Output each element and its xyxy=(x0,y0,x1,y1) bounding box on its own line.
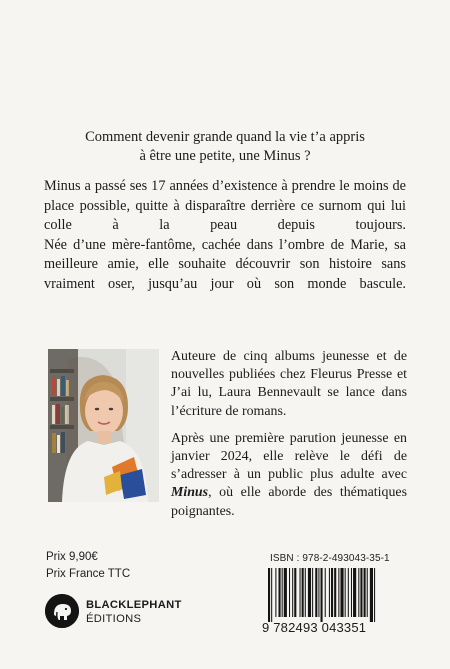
bio-paragraph-1: Auteure de cinq albums jeunesse et de nouvelles publiées chez Fleurus Presse et J’ai lu, Laura Bennevault se lance dans l’écriture de romans. xyxy=(171,349,407,419)
barcode-bar xyxy=(284,568,287,617)
barcode-bar xyxy=(360,568,362,617)
barcode-bar xyxy=(334,568,336,617)
barcode-bar xyxy=(282,568,283,617)
synopsis xyxy=(44,177,406,295)
barcode-bar xyxy=(351,568,352,617)
barcode-bar xyxy=(289,568,290,617)
barcode-bar xyxy=(329,568,330,617)
publisher-name-sub: ÉDITIONS xyxy=(86,613,142,625)
barcode-bar xyxy=(305,568,306,617)
barcode-bar xyxy=(331,568,333,617)
tagline-line-1: Comment devenir grande quand la vie t’a appris xyxy=(85,129,365,145)
price-value: Prix 9,90€ xyxy=(46,551,98,563)
barcode-bar xyxy=(367,568,368,617)
price-note: Prix France TTC xyxy=(46,568,131,580)
author-photo xyxy=(48,349,159,502)
barcode-bar xyxy=(294,568,296,617)
barcode-bar xyxy=(340,568,343,617)
barcode-bar xyxy=(275,568,276,617)
bio-paragraph-2 xyxy=(171,430,407,521)
publisher-logo-icon xyxy=(45,594,79,628)
barcode-bar xyxy=(325,568,326,617)
bio-paragraph-2-text-b: , où elle aborde des thématiques poignantes. xyxy=(171,485,407,519)
barcode-bar xyxy=(300,568,301,617)
isbn-label: ISBN : 978-2-493043-35-1 xyxy=(270,553,390,564)
barcode-bar xyxy=(279,568,281,617)
synopsis-paragraph-2: Née d’une mère-fantôme, cachée dans l’ombre de Marie, sa meilleure amie, elle souhaite découvrir son histoire sans vraiment oser, jusqu’au jour où son monde bascule. xyxy=(44,236,406,292)
barcode-bar xyxy=(271,568,272,622)
barcode-bar xyxy=(302,568,304,617)
barcode xyxy=(262,568,412,622)
barcode-bar xyxy=(358,568,359,617)
barcode-bar xyxy=(348,568,349,617)
barcode-bar xyxy=(353,568,356,617)
barcode-bar xyxy=(321,568,323,622)
barcode-bar xyxy=(315,568,317,617)
tagline xyxy=(40,128,410,166)
barcode-bar xyxy=(312,568,313,617)
tagline-line-2: à être une petite, une Minus ? xyxy=(139,148,311,164)
barcode-bar xyxy=(364,568,366,617)
barcode-bar xyxy=(370,568,373,622)
barcode-bar xyxy=(345,568,346,617)
barcode-bar xyxy=(292,568,293,617)
barcode-bar xyxy=(268,568,270,622)
barcode-digits: 9 782493 043351 xyxy=(262,620,367,635)
barcode-bar xyxy=(374,568,375,622)
publisher-name xyxy=(86,598,182,626)
barcode-bar xyxy=(308,568,311,617)
publisher-name-main: BLACKLEPHANT xyxy=(86,599,182,611)
bio-paragraph-2-text-a: Après une première parution jeunesse en janvier 2024, elle relève le défi de s’adresser à un public plus adulte avec xyxy=(171,430,407,483)
synopsis-paragraph-1: Minus a passé ses 17 années d’existence à prendre le moins de place possible, quitte à disparaître derrière ce surnom qui lui colle à la peau depuis toujours. xyxy=(44,178,406,234)
book-title: Minus xyxy=(171,485,209,501)
price-block xyxy=(46,549,130,583)
barcode-bar xyxy=(318,568,319,617)
barcode-bar xyxy=(338,568,339,617)
author-bio xyxy=(171,348,407,521)
